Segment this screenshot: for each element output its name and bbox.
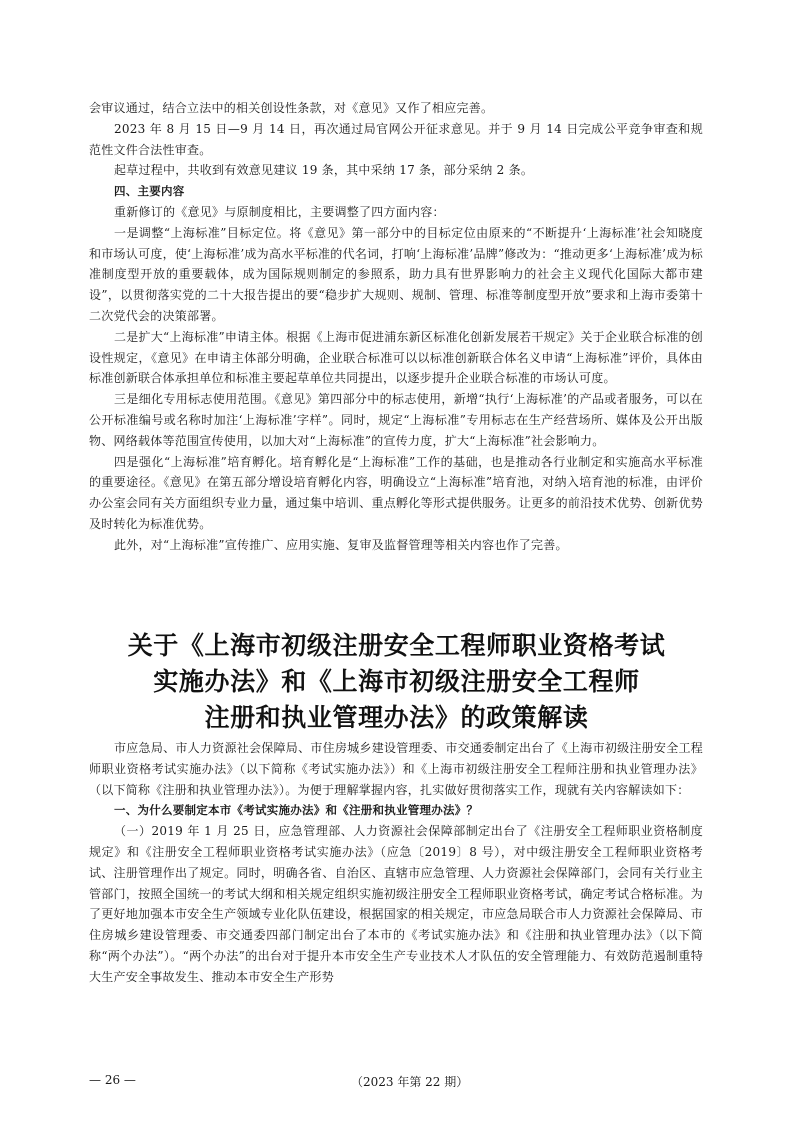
paragraph: 三是细化专用标志使用范围。《意见》第四部分中的标志使用，新增“执行‘上海标准’的产品或者服务，可以在公开标准编号或名称时加注‘上海标准’字样”。同时，规定“上海标准”专用标志在生产经营场所、媒体及公开出版物、网络载体等范围宣传使用，以加大对“上海标准”的宣传力度，扩大“上海标准”社会影响力。: [89, 392, 703, 448]
article-title: [60, 628, 733, 736]
paragraph: 会审议通过，结合立法中的相关创设性条款，对《意见》又作了相应完善。: [89, 101, 494, 115]
paragraph: 此外，对“上海标准”宣传推广、应用实施、复审及监督管理等相关内容也作了完善。: [114, 537, 568, 552]
paragraph: （一）2019 年 1 月 25 日，应急管理部、人力资源社会保障部制定出台了《注册安全工程师职业资格制度规定》和《注册安全工程师职业资格考试实施办法》（应急〔2019〕8 号），对中级注册安全工程师职业资格考试、注册管理作出了规定。同时，明确各省、自治区、直辖市应急管理、人力资源社会保障部门，会同有关行业主管部门，按照全国统一的考试大纲和相关规定组织实施初级注册安全工程师职业资格考试，确定考试合格标准。为了更好地加强本市安全生产领域专业化队伍建设，根据国家的相关规定，市应急局联合市人力资源社会保障局、市住房城乡建设管理委、市交通委四部门制定出台了本市的《考试实施办法》和《注册和执业管理办法》（以下简称“两个办法”）。“两个办法”的出台对于提升本市安全生产专业技术人才队伍的安全管理能力、有效防范遏制重特大生产安全事故发生、推动本市安全生产形势: [89, 824, 703, 984]
page-number: — 26 —: [89, 1073, 136, 1087]
paragraph: 起草过程中，共收到有效意见建议 19 条，其中采纳 17 条，部分采纳 2 条。: [114, 163, 534, 178]
paragraph: 重新修订的《意见》与原制度相比，主要调整了四方面内容：: [114, 204, 445, 219]
policy-interpretation-body: [89, 738, 703, 988]
paragraph: 2023 年 8 月 15 日—9 月 14 日，再次通过局官网公开征求意见。并于 9 月 14 日完成公平竞争审查和规范性文件合法性审查。: [89, 121, 703, 157]
page-footer: [89, 1073, 703, 1093]
paragraph: 市应急局、市人力资源社会保障局、市住房城乡建设管理委、市交通委制定出台了《上海市初级注册安全工程师职业资格考试实施办法》（以下简称《考试实施办法》）和《上海市初级注册安全工程师注册和执业管理办法》（以下简称《注册和执业管理办法》）。为便于理解掌握内容，扎实做好贯彻落实工作，现就有关内容解读如下：: [89, 741, 703, 797]
issue-label: （2023 年第 22 期）: [351, 1075, 469, 1089]
paragraph: 一是调整“上海标准”目标定位。将《意见》第一部分中的目标定位由原来的“不断提升‘上海标准’社会知晓度和市场认可度，使‘上海标准’成为高水平标准的代名词，打响‘上海标准’品牌”修改为：“推动更多‘上海标准’成为标准制度型开放的重要载体，成为国际规则制定的参照系，助力具有世界影响力的社会主义现代化国际大都市建设”，以贯彻落实党的二十大报告提出的要“稳步扩大规则、规制、管理、标准等制度型开放”要求和上海市委第十二次党代会的决策部署。: [89, 225, 703, 323]
title-line: 注册和执业管理办法》的政策解读: [204, 703, 589, 732]
upper-article-continuation: [89, 98, 703, 556]
paragraph: 二是扩大“上海标准”申请主体。根据《上海市促进浦东新区标准化创新发展若干规定》关于企业联合标准的创设性规定，《意见》在申请主体部分明确，企业联合标准可以以标准创新联合体名义申请“上海标准”评价，具体由标准创新联合体承担单位和标准主要起草单位共同提出，以逐步提升企业联合标准的市场认可度。: [89, 329, 703, 386]
paragraph: 四是强化“上海标准”培育孵化。培育孵化是“上海标准”工作的基础，也是推动各行业制定和实施高水平标准的重要途径。《意见》在第五部分增设培育孵化内容，明确设立“上海标准”培育池，对纳入培育池的标准，由评价办公室会同有关方面组织专业力量，通过集中培训、重点孵化等形式提供服务。让更多的前沿技术优势、创新优势及时转化为标准优势。: [89, 454, 703, 531]
section-heading: 一、为什么要制定本市《考试实施办法》和《注册和执业管理办法》？: [114, 803, 479, 818]
section-heading: 四、主要内容: [114, 184, 185, 199]
title-line: 关于《上海市初级注册安全工程师职业资格考试: [127, 631, 666, 660]
title-line: 实施办法》和《上海市初级注册安全工程师: [153, 667, 640, 696]
